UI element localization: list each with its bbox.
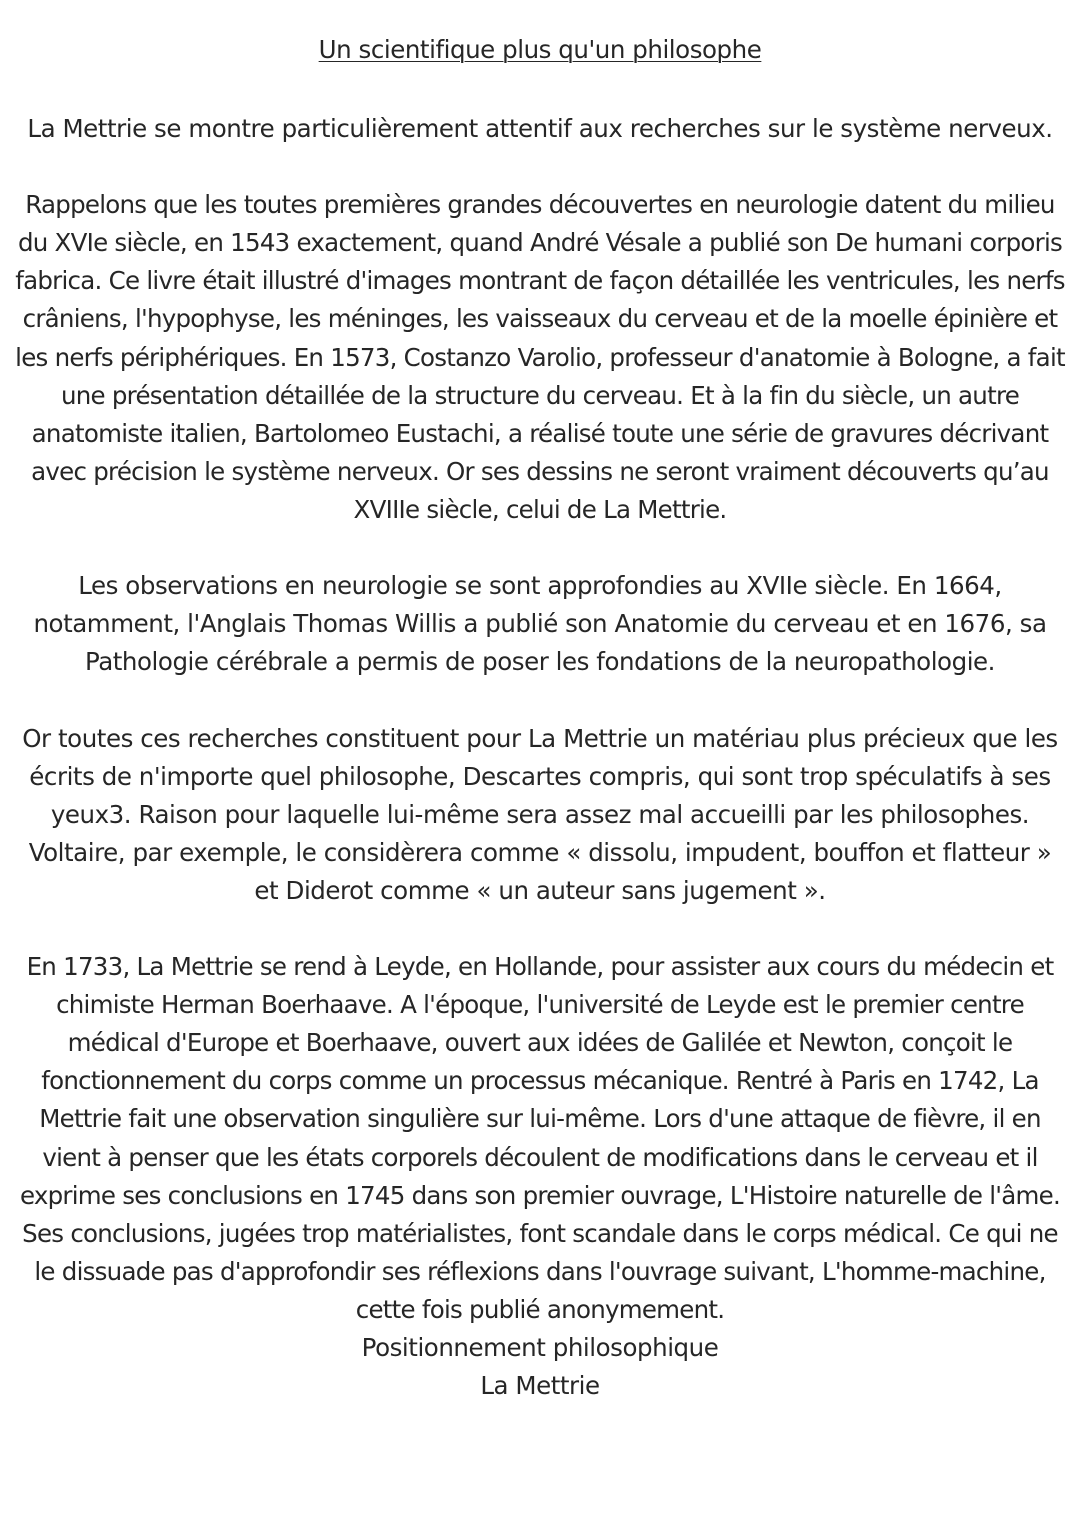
paragraph-leyde: En 1733, La Mettrie se rend à Leyde, en Hollande, pour assister aux cours du médecin et chimiste Herman Boerhaave. A l'époque, l'université de Leyde est le premier centre médical d'Europe et Boerhaave, ouvert aux idées de Galilée et Newton, conçoit le fonctionnement du corps comme un processus mécanique. Rentré à Paris en 1742, La Mettrie fait une observation singulière sur lui-même. Lors d'une attaque de fièvre, il en vient à penser que les états corporels découlent de modifications dans le cerveau et il exprime ses conclusions en 1745 dans son premier ouvrage, L'Histoire naturelle de l'âme. Ses conclusions, jugées trop matérialistes, font scandale dans le corps médical. Ce qui ne le dissuade pas d'approfondir ses réflexions dans l'ouvrage suivant, L'homme-machine, cette fois publié anonymement. — [19, 952, 1061, 1324]
paragraph-intro: La Mettrie se montre particulièrement attentif aux recherches sur le système nerveux. — [27, 114, 1053, 143]
paragraph-vesale: Rappelons que les toutes premières grandes découvertes en neurologie datent du milieu du XVIe siècle, en 1543 exactement, quand André Vésale a publié son De humani corporis fabrica. Ce livre était illustré d'images montrant de façon détaillée les ventricules, les nerfs crâniens, l'hypophyse, les méninges, les vaisseaux du cerveau et de la moelle épinière et les nerfs périphériques. En 1573, Costanzo Varolio, professeur d'anatomie à Bologne, a fait une présentation détaillée de la structure du cerveau. Et à la fin du siècle, un autre anatomiste italien, Bartolomeo Eustachi, a réalisé toute une série de gravures décrivant avec précision le système nerveux. Or ses dessins ne seront vraiment découverts qu’au XVIIIe siècle, celui de La Mettrie. — [15, 190, 1065, 524]
footer-line-author: La Mettrie — [480, 1371, 600, 1401]
page-title: Un scientifique plus qu'un philosophe — [318, 35, 762, 64]
footer-line-positionnement: Positionnement philosophique — [361, 1333, 719, 1362]
paragraph-philosophes: Or toutes ces recherches constituent pour La Mettrie un matériau plus précieux que les écrits de n'importe quel philosophe, Descartes compris, qui sont trop spéculatifs à ses yeux3. Raison pour laquelle lui-même sera assez mal accueilli par les philosophes. Voltaire, par exemple, le considèrera comme « dissolu, impudent, bouffon et flatteur » et Diderot comme « un auteur sans jugement ». — [22, 723, 1058, 905]
paragraph-willis: Les observations en neurologie se sont approfondies au XVIIe siècle. En 1664, notamment, l'Anglais Thomas Willis a publié son Anatomie du cerveau et en 1676, sa Pathologie cérébrale a permis de poser les fondations de la neuropathologie. — [33, 571, 1047, 677]
